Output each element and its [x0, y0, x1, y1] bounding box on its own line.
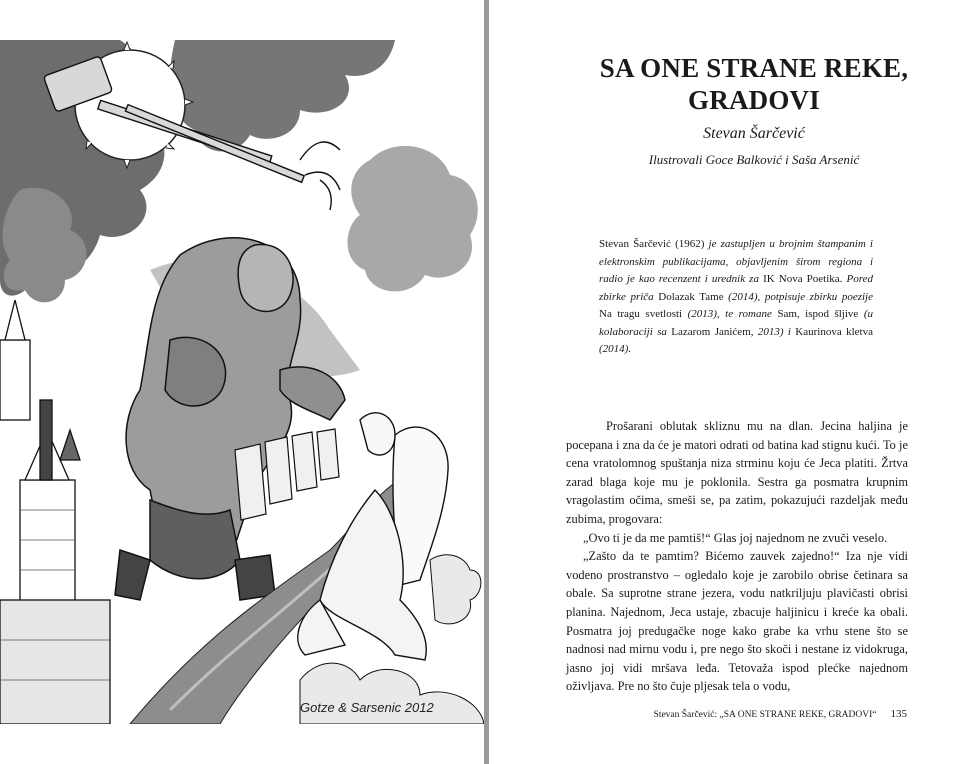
bio-run: (2013), te romane — [687, 308, 778, 320]
story-body — [566, 417, 908, 696]
illustration-page — [0, 0, 484, 764]
bio-run: Na tragu svetlosti — [599, 308, 688, 320]
author-bio — [599, 236, 873, 359]
page-footer — [489, 708, 907, 720]
artist-signature: Gotze & Sarsenic 2012 — [300, 700, 434, 715]
running-head: Stevan Šarčević: „SA ONE STRANE REKE, GRADOVI“ — [653, 710, 877, 720]
bio-run: Stevan Šarčević (1962) — [599, 238, 709, 250]
paragraph: „Zašto da te pamtim? Bićemo zauvek zajedno!“ Iza nje vidi vodeno prostranstvo – ogledalo koje je zarobilo obrise četinara sa obale. Sa suprotne strane jezera, vodu natkriljuju plavičasti obrisi planina. Najednom, Jeca ustaje, zbacuje haljinicu i kreće ka obali. Posmatra joj predugačke noge kako grabe ka vrhu stene što se nadnosi nad mirnu vodu i, pre nego što skoči i nestane iz vidokruga, jasno joj vidi mršava leđa. Tetovaža ispod plećke najednom oživljava. Pre no što čuje pljesak tela o vodu, — [566, 549, 908, 694]
story-title — [549, 52, 959, 116]
bio-run: 2013) i — [757, 325, 796, 338]
bio-run: Pored zbirke priča — [599, 273, 873, 303]
bio-run: Kaurinova kletva — [795, 325, 873, 338]
paragraph: Prošarani oblutak skliznu mu na dlan. Jecina haljina je pocepana i zna da će je matori odrati od batina kad stignu kući. To je cena vratolomnog spuštanja niza strminu koju će Jeca platiti. Žrtva zarad blaga koje mu je poklonila. Sestra ga posmatra krupnim vragolastim očima, smeši se, pa zatim, pokazujući razdeljak među zubima, progovara: — [566, 419, 908, 526]
bio-run: je zastupljen u brojnim štampanim i elektronskim publikacijama, objavljenim širom regiona i radio je kao recenzent i urednik za — [599, 238, 873, 285]
bio-run: Sam, ispod šljive — [777, 308, 864, 320]
page-number: 135 — [890, 708, 907, 720]
paragraph: „Ovo ti je da me pamtiš!“ Glas joj najednom ne zvuči veselo. — [583, 530, 888, 545]
bio-run: (2014), potpisuje zbirku poezije — [728, 290, 873, 303]
bio-run: (2014). — [599, 343, 632, 355]
bio-run: Lazarom Janićem, — [671, 325, 758, 338]
illustration — [0, 40, 484, 724]
illustrators-credit: Ilustrovali Goce Balković i Saša Arsenić — [648, 152, 860, 167]
bio-run: (u kolaboraciji sa — [599, 308, 873, 338]
author-name: Stevan Šarčević — [703, 125, 805, 142]
title-line-2: GRADOVI — [688, 85, 820, 115]
bio-run: IK Nova Poetika. — [763, 273, 847, 285]
text-page — [489, 0, 972, 764]
bio-run: Dolazak Tame — [658, 290, 729, 303]
title-line-1: SA ONE STRANE REKE, — [599, 53, 909, 83]
